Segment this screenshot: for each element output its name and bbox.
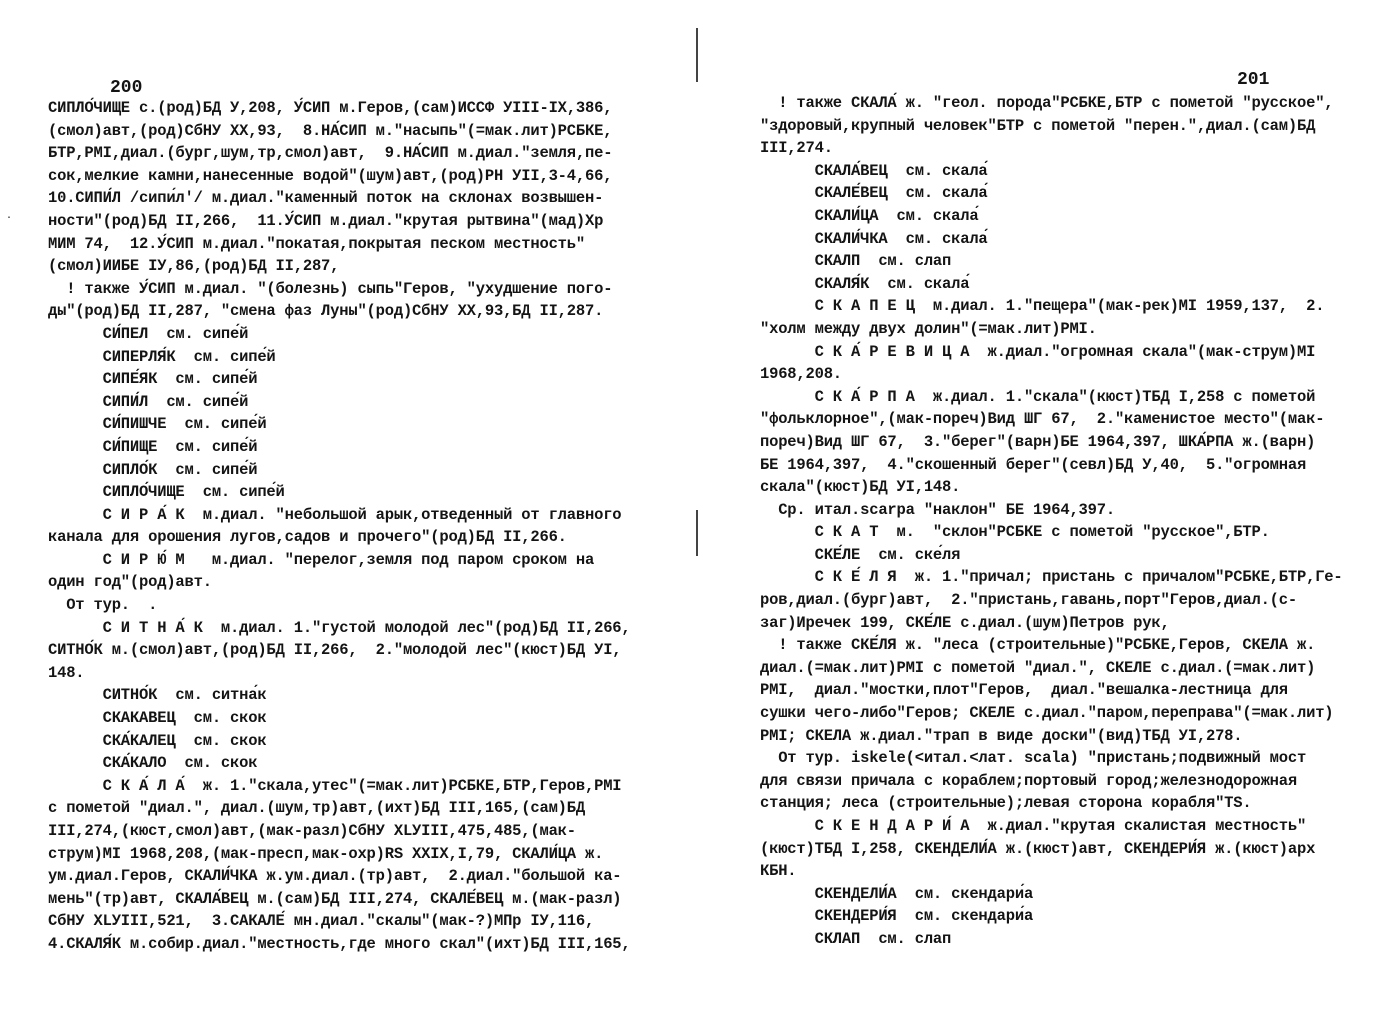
text-line: ! также У́СИП м.диал. "(болезнь) сыпь"Геров, "ухудшение пого- — [48, 279, 613, 298]
text-line: СКАЛЕ́ВЕЦ см. скала́ — [760, 184, 988, 203]
text-line: 1968,208. — [760, 365, 842, 384]
text-line: СИПЕРЛЯ́К см. сипе́й — [48, 347, 276, 366]
text-line: сушки чего-либо"Геров; СКЕЛЕ с.диал."паром,переправа"(=мак.лит) — [760, 704, 1334, 723]
text-line: "здоровый,крупный человек"БТР с пометой "перен.",диал.(сам)БД — [760, 116, 1316, 135]
text-line: III,274. — [760, 139, 833, 158]
text-line: струм)МI 1968,208,(мак-пресп,мак-охр)RS XXIX,I,79, СКАЛИ́ЦА ж. — [48, 844, 604, 863]
text-line: ности"(род)БД II,266, 11.У́СИП м.диал."крутая рытвина"(мад)Хр — [48, 211, 604, 230]
text-line: ды"(род)БД II,287, "смена фаз Луны"(род)СбНУ XX,93,БД II,287. — [48, 302, 604, 321]
text-line: РМI; СКЕЛА ж.диал."трап в виде доски"(вид)ТБД УI,278. — [760, 726, 1243, 745]
dictionary-text — [48, 97, 631, 956]
text-line: скала"(кюст)БД УI,148. — [760, 478, 961, 497]
scan-speck: · — [6, 213, 13, 224]
text-line: С К А́ Р Е В И Ц А ж.диал."огромная скала"(мак-струм)МI — [760, 342, 1316, 361]
text-line: СКАКАВЕЦ см. скок — [48, 709, 267, 728]
text-line: заг)Иречек 199, СКЕ́ЛЕ с.диал.(шум)Петров рук, — [760, 613, 1170, 632]
text-line: СИПЕ́ЯК см. сипе́й — [48, 370, 258, 389]
text-line: С И Р Ю́ М м.диал. "перелог,земля под паром сроком на — [48, 550, 595, 569]
page-number: 200 — [110, 78, 143, 98]
text-line: ум.диал.Геров, СКАЛИ́ЧКА ж.ум.диал.(тр)авт, 2.диал."большой ка- — [48, 867, 622, 886]
text-line: С К А́ Р П А ж.диал. 1."скала"(кюст)ТБД I,258 с пометой — [760, 387, 1316, 406]
text-line: ! также СКАЛА́ ж. "геол. порода"РСБКЕ,БТР с пометой "русское", — [760, 94, 1334, 112]
text-line: СИПЛО́ЧИЩЕ см. сипе́й — [48, 483, 285, 502]
text-line: СИ́ПЕЛ см. сипе́й — [48, 324, 249, 343]
dictionary-text — [760, 92, 1343, 951]
text-line: 10.СИПИ́Л /сипи́л'/ м.диал."каменный поток на склонах возвышен- — [48, 189, 604, 208]
text-line: сок,мелкие камни,нанесенные водой"(шум)авт,(род)РН УII,3-4,66, — [48, 166, 613, 185]
text-line: БТР,РМI,диал.(бург,шум,тр,смол)авт, 9.НА́СИП м.диал."земля,пе- — [48, 144, 613, 163]
text-line: мень"(тр)авт, СКАЛА́ВЕЦ м.(сам)БД III,274, СКАЛЕ́ВЕЦ м.(мак-разл) — [48, 889, 622, 908]
text-line: С И Р А́ К м.диал. "небольшой арык,отведенный от главного — [48, 505, 622, 524]
text-line: диал.(=мак.лит)РМI с пометой "диал.", СКЕЛЕ с.диал.(=мак.лит) — [760, 658, 1316, 677]
text-line: СКЕНДЕЛИ́А см. скендари́а — [760, 884, 1034, 903]
text-line: "фольклорное",(мак-пореч)Вид ШГ 67, 2."каменистое место"(мак- — [760, 410, 1325, 429]
text-line: СИПИ́Л см. сипе́й — [48, 392, 249, 411]
text-line: СКАЛА́ВЕЦ см. скала́ — [760, 161, 988, 180]
text-line: СКАЛИ́ЧКА см. скала́ — [760, 229, 988, 248]
text-line: СКЕНДЕРИ́Я см. скендари́а — [760, 907, 1034, 926]
text-line: СКА́КАЛЕЦ см. скок — [48, 731, 267, 750]
text-line: канала для орошения лугов,садов и прочего"(род)БД II,266. — [48, 528, 567, 547]
text-line: СИТНО́К см. ситна́к — [48, 686, 267, 705]
text-line: РМI, диал."мостки,плот"Геров, диал."вешалка-лестница для — [760, 681, 1288, 700]
text-line: СКА́КАЛО см. скок — [48, 754, 258, 773]
text-line: СИТНО́К м.(смол)авт,(род)БД II,266, 2."молодой лес"(кюст)БД УI, — [48, 641, 622, 660]
text-line: Ср. итал.scarpa "наклон" БЕ 1964,397. — [760, 500, 1115, 519]
text-line: СКАЛИ́ЦА см. скала́ — [760, 206, 979, 225]
page-number: 201 — [1237, 70, 1270, 90]
text-line: СИ́ПИЩЕ см. сипе́й — [48, 437, 258, 456]
text-line: III,274,(кюст,смол)авт,(мак-разл)СбНУ XLУIII,475,485,(мак- — [48, 822, 576, 840]
text-line: СКАЛП см. слап — [760, 252, 952, 271]
text-line: СКЕ́ЛЕ см. ске́ля — [760, 545, 961, 564]
text-line: (кюст)ТБД I,258, СКЕНДЕЛИ́А ж.(кюст)авт, СКЕНДЕРИ́Я ж.(кюст)арх — [760, 839, 1316, 858]
text-line: ! также СКЕ́ЛЯ ж. "леса (строительные)"РСБКЕ,Геров, СКЕЛА ж. — [760, 636, 1316, 655]
right-page — [700, 0, 1400, 1026]
text-line: От тур. . — [48, 596, 158, 615]
text-line: С К Е Н Д А Р И́ А ж.диал."крутая скалистая местность" — [760, 817, 1307, 835]
text-line: СИ́ПИШЧЕ см. сипе́й — [48, 415, 267, 434]
text-line: "холм между двух долин"(=мак.лит)РМI. — [760, 319, 1097, 338]
gutter-line — [696, 28, 698, 82]
text-line: ров,диал.(бург)авт, 2."пристань,гавань,порт"Геров,диал.(с- — [760, 591, 1297, 610]
text-line: С К А П Е Ц м.диал. 1."пещера"(мак-рек)МI 1959,137, 2. — [760, 297, 1325, 316]
text-line: 148. — [48, 663, 85, 682]
text-line: СИПЛО́К см. сипе́й — [48, 460, 258, 479]
text-line: МИМ 74, 12.У́СИП м.диал."покатая,покрытая песком местность" — [48, 234, 585, 253]
text-line: пореч)Вид ШГ 67, 3."берег"(варн)БЕ 1964,397, ШКА́РПА ж.(варн) — [760, 432, 1316, 451]
text-line: 4.СКАЛЯ́К м.собир.диал."местность,где много скал"(ихт)БД III,165, — [48, 934, 631, 953]
text-line: С К А Т м. "склон"РСБКЕ с пометой "русское",БТР. — [760, 523, 1270, 542]
text-line: СКАЛЯ́К см. скала́ — [760, 274, 970, 293]
text-line: с пометой "диал.", диал.(шум,тр)авт,(ихт)БД III,165,(сам)БД — [48, 799, 585, 818]
left-page — [0, 0, 690, 1026]
text-line: СКЛАП см. слап — [760, 929, 952, 948]
text-line: БЕ 1964,397, 4."скошенный берег"(севл)БД У,40, 5."огромная — [760, 455, 1307, 474]
text-line: (смол)ИИБЕ IУ,86,(род)БД II,287, — [48, 257, 340, 276]
text-line: (смол)авт,(род)СбНУ XX,93, 8.НА́СИП м."насыпь"(=мак.лит)РСБКЕ, — [48, 121, 613, 140]
text-line: С К А́ Л А́ ж. 1."скала,утес"(=мак.лит)РСБКЕ,БТР,Геров,РМI — [48, 776, 622, 795]
text-line: С К Е́ Л Я ж. 1."причал; пристань с причалом"РСБКЕ,БТР,Ге- — [760, 568, 1343, 587]
text-line: один год"(род)авт. — [48, 573, 212, 592]
text-line: для связи причала с кораблем;портовый город;железнодорожная — [760, 771, 1297, 790]
text-line: СИПЛО́ЧИЩЕ с.(род)БД У,208, У́СИП м.Геров,(сам)ИССФ УIII-IX,386, — [48, 99, 613, 117]
gutter-line — [696, 510, 698, 556]
text-line: От тур. iskele(<итал.<лат. scala) "пристань;подвижный мост — [760, 749, 1307, 768]
text-line: СбНУ XLУIII,521, 3.САКАЛЕ́ мн.диал."скалы"(мак-?)МПр IУ,116, — [48, 912, 595, 931]
text-line: С И Т Н А́ К м.диал. 1."густой молодой лес"(род)БД II,266, — [48, 618, 631, 637]
text-line: КБН. — [760, 862, 797, 881]
text-line: станция; леса (строительные);левая сторона корабля"TS. — [760, 794, 1252, 813]
